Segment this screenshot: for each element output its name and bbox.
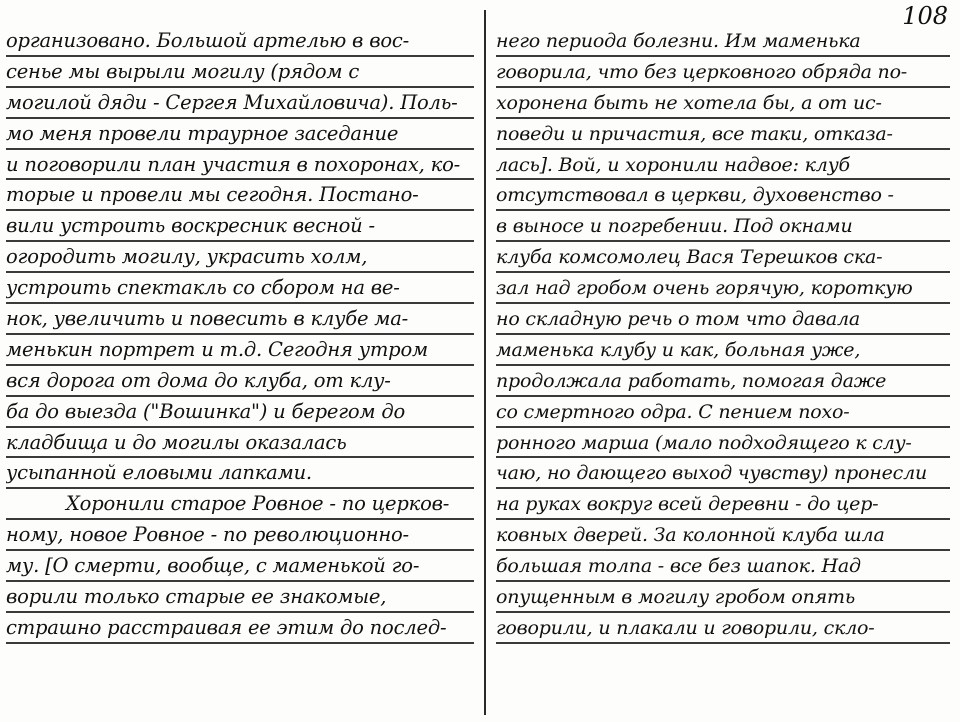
text-line: ба до выезда ("Вошинка") и берегом до <box>6 397 474 428</box>
text-line: Хоронили старое Ровное - по церков- <box>6 489 474 520</box>
text-line: усыпанной еловыми лапками. <box>6 458 474 489</box>
text-line: ковных дверей. За колонной клуба шла <box>496 520 950 551</box>
text-line: большая толпа - все без шапок. Над <box>496 551 950 582</box>
text-line: и поговорили план участия в похоронах, ко- <box>6 150 474 181</box>
text-line: говорила, что без церковного обряда по- <box>496 57 950 88</box>
text-line: вся дорога от дома до клуба, от клу- <box>6 366 474 397</box>
text-line: менькин портрет и т.д. Сегодня утром <box>6 335 474 366</box>
text-line: поведи и причастия, все таки, отказа- <box>496 119 950 150</box>
text-line: ронного марша (мало подходящего к слу- <box>496 428 950 459</box>
text-line: устроить спектакль со сбором на ве- <box>6 273 474 304</box>
text-line: опущенным в могилу гробом опять <box>496 582 950 613</box>
text-line: сенье мы вырыли могилу (рядом с <box>6 57 474 88</box>
text-line: зал над гробом очень горячую, короткую <box>496 273 950 304</box>
text-line: на руках вокруг всей деревни - до цер- <box>496 489 950 520</box>
text-line: клуба комсомолец Вася Терешков ска- <box>496 242 950 273</box>
text-line: могилой дяди - Сергея Михайловича). Поль- <box>6 88 474 119</box>
right-column <box>496 26 950 644</box>
column-divider <box>484 10 486 715</box>
page-number: 108 <box>902 2 948 30</box>
text-line: маменька клубу и как, больная уже, <box>496 335 950 366</box>
text-line: со смертного одра. С пением похо- <box>496 397 950 428</box>
text-line: торые и провели мы сегодня. Постано- <box>6 180 474 211</box>
text-line: отсутствовал в церкви, духовенство - <box>496 180 950 211</box>
text-line: лась]. Вой, и хоронили надвое: клуб <box>496 150 950 181</box>
text-line: ворили только старые ее знакомые, <box>6 582 474 613</box>
text-line: огородить могилу, украсить холм, <box>6 242 474 273</box>
text-line: ному, новое Ровное - по революционно- <box>6 520 474 551</box>
text-line: кладбища и до могилы оказалась <box>6 428 474 459</box>
text-line: говорили, и плакали и говорили, скло- <box>496 613 950 644</box>
text-line: но складную речь о том что давала <box>496 304 950 335</box>
text-line: му. [О смерти, вообще, с маменькой го- <box>6 551 474 582</box>
text-line: него периода болезни. Им маменька <box>496 26 950 57</box>
text-line: в выносе и погребении. Под окнами <box>496 211 950 242</box>
text-line: страшно расстраивая ее этим до послед- <box>6 613 474 644</box>
text-line: организовано. Большой артелью в вос- <box>6 26 474 57</box>
text-line: чаю, но дающего выход чувству) пронесли <box>496 458 950 489</box>
left-column <box>6 26 474 644</box>
text-line: продолжала работать, помогая даже <box>496 366 950 397</box>
text-line: хоронена быть не хотела бы, а от ис- <box>496 88 950 119</box>
text-line: мо меня провели траурное заседание <box>6 119 474 150</box>
text-line: вили устроить воскресник весной - <box>6 211 474 242</box>
text-line: нок, увеличить и повесить в клубе ма- <box>6 304 474 335</box>
